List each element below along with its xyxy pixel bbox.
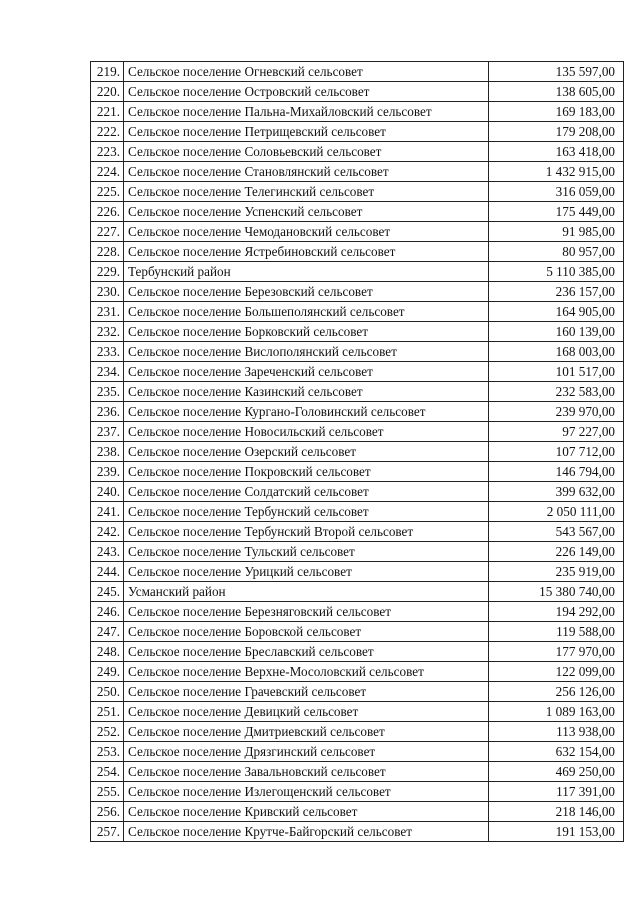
settlement-name: Сельское поселение Покровский сельсовет	[124, 462, 489, 482]
row-number: 236.	[91, 402, 124, 422]
row-number: 239.	[91, 462, 124, 482]
settlement-name: Сельское поселение Урицкий сельсовет	[124, 562, 489, 582]
settlement-name: Сельское поселение Крутче-Байгорский сельсовет	[124, 822, 489, 842]
amount-value: 232 583,00	[489, 382, 624, 402]
settlement-name: Сельское поселение Петрищевский сельсовет	[124, 122, 489, 142]
amount-value: 226 149,00	[489, 542, 624, 562]
table-row	[91, 582, 624, 602]
table-row	[91, 182, 624, 202]
table-row	[91, 122, 624, 142]
amount-value: 239 970,00	[489, 402, 624, 422]
amount-value: 119 588,00	[489, 622, 624, 642]
amount-value: 191 153,00	[489, 822, 624, 842]
amount-value: 80 957,00	[489, 242, 624, 262]
row-number: 221.	[91, 102, 124, 122]
table-row	[91, 402, 624, 422]
row-number: 234.	[91, 362, 124, 382]
settlement-name: Тербунский район	[124, 262, 489, 282]
settlement-name: Сельское поселение Зареченский сельсовет	[124, 362, 489, 382]
amount-value: 2 050 111,00	[489, 502, 624, 522]
settlement-name: Сельское поселение Борковский сельсовет	[124, 322, 489, 342]
row-number: 230.	[91, 282, 124, 302]
table-row	[91, 642, 624, 662]
settlement-name: Сельское поселение Грачевский сельсовет	[124, 682, 489, 702]
row-number: 238.	[91, 442, 124, 462]
table-row	[91, 562, 624, 582]
row-number: 222.	[91, 122, 124, 142]
row-number: 251.	[91, 702, 124, 722]
settlement-name: Сельское поселение Тербунский сельсовет	[124, 502, 489, 522]
amount-value: 1 089 163,00	[489, 702, 624, 722]
settlement-name: Сельское поселение Соловьевский сельсовет	[124, 142, 489, 162]
amount-value: 399 632,00	[489, 482, 624, 502]
settlement-name: Сельское поселение Бреславский сельсовет	[124, 642, 489, 662]
row-number: 223.	[91, 142, 124, 162]
row-number: 233.	[91, 342, 124, 362]
amount-value: 138 605,00	[489, 82, 624, 102]
table-row	[91, 382, 624, 402]
table-row	[91, 702, 624, 722]
table-row	[91, 222, 624, 242]
amount-value: 316 059,00	[489, 182, 624, 202]
amount-value: 160 139,00	[489, 322, 624, 342]
settlement-name: Сельское поселение Березовский сельсовет	[124, 282, 489, 302]
table-row	[91, 542, 624, 562]
amount-value: 194 292,00	[489, 602, 624, 622]
table-body	[91, 62, 624, 842]
table-row	[91, 682, 624, 702]
amount-value: 168 003,00	[489, 342, 624, 362]
row-number: 255.	[91, 782, 124, 802]
amount-value: 235 919,00	[489, 562, 624, 582]
amount-value: 113 938,00	[489, 722, 624, 742]
row-number: 220.	[91, 82, 124, 102]
amount-value: 97 227,00	[489, 422, 624, 442]
settlement-name: Сельское поселение Тербунский Второй сельсовет	[124, 522, 489, 542]
amount-value: 91 985,00	[489, 222, 624, 242]
row-number: 224.	[91, 162, 124, 182]
table-row	[91, 522, 624, 542]
table-row	[91, 722, 624, 742]
settlement-name: Сельское поселение Завальновский сельсовет	[124, 762, 489, 782]
settlement-name: Сельское поселение Телегинский сельсовет	[124, 182, 489, 202]
settlement-name: Сельское поселение Островский сельсовет	[124, 82, 489, 102]
settlement-name: Сельское поселение Большеполянский сельсовет	[124, 302, 489, 322]
table-row	[91, 282, 624, 302]
amount-value: 543 567,00	[489, 522, 624, 542]
amount-value: 163 418,00	[489, 142, 624, 162]
row-number: 229.	[91, 262, 124, 282]
row-number: 235.	[91, 382, 124, 402]
table-row	[91, 62, 624, 82]
amount-value: 256 126,00	[489, 682, 624, 702]
row-number: 240.	[91, 482, 124, 502]
table-row	[91, 302, 624, 322]
amount-value: 164 905,00	[489, 302, 624, 322]
row-number: 232.	[91, 322, 124, 342]
row-number: 250.	[91, 682, 124, 702]
settlements-table	[90, 61, 624, 842]
row-number: 248.	[91, 642, 124, 662]
row-number: 219.	[91, 62, 124, 82]
settlement-name: Сельское поселение Ястребиновский сельсовет	[124, 242, 489, 262]
row-number: 237.	[91, 422, 124, 442]
table-row	[91, 822, 624, 842]
amount-value: 101 517,00	[489, 362, 624, 382]
table-row	[91, 442, 624, 462]
amount-value: 175 449,00	[489, 202, 624, 222]
amount-value: 107 712,00	[489, 442, 624, 462]
row-number: 227.	[91, 222, 124, 242]
table-row	[91, 622, 624, 642]
settlement-name: Усманский район	[124, 582, 489, 602]
amount-value: 218 146,00	[489, 802, 624, 822]
settlement-name: Сельское поселение Становлянский сельсовет	[124, 162, 489, 182]
row-number: 257.	[91, 822, 124, 842]
table-row	[91, 362, 624, 382]
settlement-name: Сельское поселение Солдатский сельсовет	[124, 482, 489, 502]
amount-value: 169 183,00	[489, 102, 624, 122]
settlement-name: Сельское поселение Кривский сельсовет	[124, 802, 489, 822]
row-number: 254.	[91, 762, 124, 782]
table-row	[91, 802, 624, 822]
settlement-name: Сельское поселение Дмитриевский сельсовет	[124, 722, 489, 742]
row-number: 252.	[91, 722, 124, 742]
table-row	[91, 482, 624, 502]
table-row	[91, 602, 624, 622]
amount-value: 117 391,00	[489, 782, 624, 802]
amount-value: 179 208,00	[489, 122, 624, 142]
settlement-name: Сельское поселение Излегощенский сельсовет	[124, 782, 489, 802]
amount-value: 135 597,00	[489, 62, 624, 82]
settlement-name: Сельское поселение Успенский сельсовет	[124, 202, 489, 222]
table-row	[91, 102, 624, 122]
amount-value: 122 099,00	[489, 662, 624, 682]
table-row	[91, 742, 624, 762]
amount-value: 236 157,00	[489, 282, 624, 302]
settlement-name: Сельское поселение Боровской сельсовет	[124, 622, 489, 642]
amount-value: 177 970,00	[489, 642, 624, 662]
settlement-name: Сельское поселение Дрязгинский сельсовет	[124, 742, 489, 762]
table-row	[91, 782, 624, 802]
table-row	[91, 762, 624, 782]
table-row	[91, 462, 624, 482]
table-row	[91, 502, 624, 522]
settlement-name: Сельское поселение Чемодановский сельсовет	[124, 222, 489, 242]
table-row	[91, 342, 624, 362]
settlement-name: Сельское поселение Новосильский сельсовет	[124, 422, 489, 442]
settlement-name: Сельское поселение Озерский сельсовет	[124, 442, 489, 462]
amount-value: 1 432 915,00	[489, 162, 624, 182]
table-row	[91, 82, 624, 102]
amount-value: 5 110 385,00	[489, 262, 624, 282]
amount-value: 632 154,00	[489, 742, 624, 762]
settlement-name: Сельское поселение Кургано-Головинский сельсовет	[124, 402, 489, 422]
settlement-name: Сельское поселение Огневский сельсовет	[124, 62, 489, 82]
settlement-name: Сельское поселение Вислополянский сельсовет	[124, 342, 489, 362]
row-number: 243.	[91, 542, 124, 562]
row-number: 226.	[91, 202, 124, 222]
settlement-name: Сельское поселение Верхне-Мосоловский сельсовет	[124, 662, 489, 682]
row-number: 253.	[91, 742, 124, 762]
table-row	[91, 242, 624, 262]
row-number: 242.	[91, 522, 124, 542]
row-number: 247.	[91, 622, 124, 642]
table-row	[91, 662, 624, 682]
table-row	[91, 322, 624, 342]
row-number: 249.	[91, 662, 124, 682]
row-number: 244.	[91, 562, 124, 582]
amount-value: 146 794,00	[489, 462, 624, 482]
row-number: 225.	[91, 182, 124, 202]
table-row	[91, 162, 624, 182]
row-number: 256.	[91, 802, 124, 822]
settlement-name: Сельское поселение Казинский сельсовет	[124, 382, 489, 402]
settlement-name: Сельское поселение Березняговский сельсовет	[124, 602, 489, 622]
table-row	[91, 202, 624, 222]
row-number: 228.	[91, 242, 124, 262]
amount-value: 469 250,00	[489, 762, 624, 782]
settlement-name: Сельское поселение Тульский сельсовет	[124, 542, 489, 562]
row-number: 245.	[91, 582, 124, 602]
row-number: 231.	[91, 302, 124, 322]
settlement-name: Сельское поселение Пальна-Михайловский сельсовет	[124, 102, 489, 122]
amount-value: 15 380 740,00	[489, 582, 624, 602]
table-row	[91, 422, 624, 442]
table-row	[91, 142, 624, 162]
document-page	[90, 61, 614, 842]
settlement-name: Сельское поселение Девицкий сельсовет	[124, 702, 489, 722]
row-number: 241.	[91, 502, 124, 522]
table-row	[91, 262, 624, 282]
row-number: 246.	[91, 602, 124, 622]
